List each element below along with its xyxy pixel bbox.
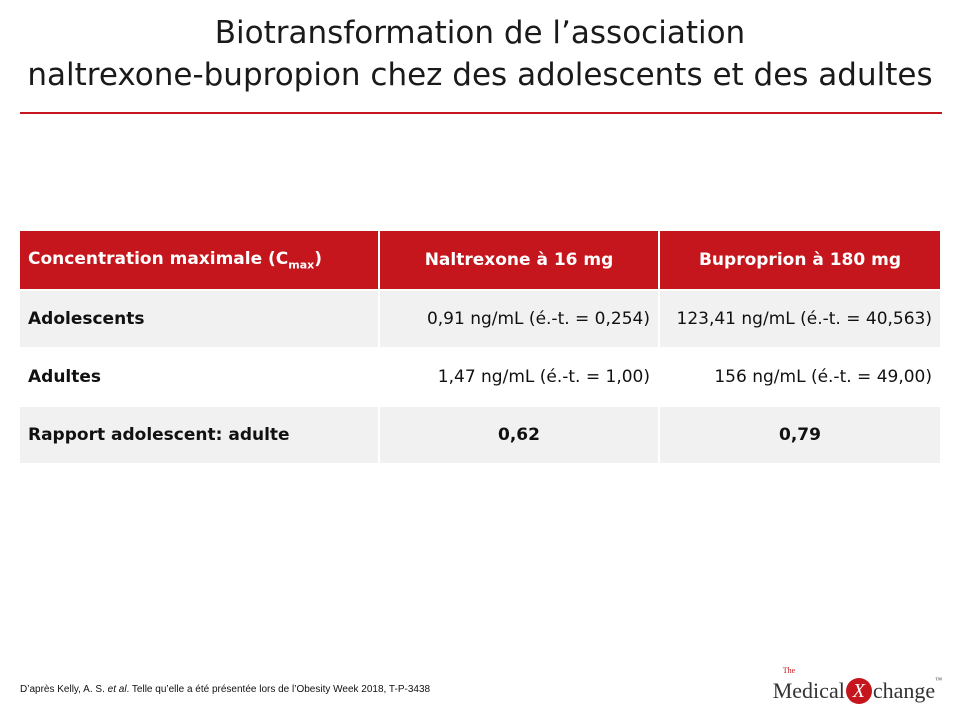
title-line-1: Biotransformation de l’association (214, 15, 746, 51)
header-naltrexone: Naltrexone à 16 mg (380, 231, 660, 289)
table-header-row (20, 231, 940, 289)
source-footnote: D’après Kelly, A. S. et al. Telle qu’elle a été présentée lors de l’Obesity Week 2018, T-P-3438 (20, 684, 431, 695)
cell-naltrexone: 1,47 ng/mL (é.-t. = 1,00) (380, 347, 660, 405)
table-row (20, 289, 940, 347)
table-row (20, 347, 940, 405)
row-label: Adultes (20, 347, 380, 405)
row-label: Adolescents (20, 289, 380, 347)
header-bupropion: Buproprion à 180 mg (660, 231, 940, 289)
cell-naltrexone: 0,91 ng/mL (é.-t. = 0,254) (380, 289, 660, 347)
row-label: Rapport adolescent: adulte (20, 405, 380, 463)
cell-bupropion: 0,79 (660, 405, 940, 463)
cell-naltrexone: 0,62 (380, 405, 660, 463)
title-line-2: naltrexone-bupropion chez des adolescents et des adultes (27, 57, 933, 93)
x-logo-icon: X (846, 678, 872, 704)
medical-xchange-logo: The Medical X change ™ (772, 666, 942, 703)
table-row (20, 405, 940, 463)
cell-bupropion: 123,41 ng/mL (é.-t. = 40,563) (660, 289, 940, 347)
cmax-table (20, 231, 940, 463)
header-cmax: Concentration maximale $(C_{max})$ (20, 231, 380, 289)
cell-bupropion: 156 ng/mL (é.-t. = 49,00) (660, 347, 940, 405)
slide-title (0, 12, 960, 96)
title-divider (20, 112, 942, 114)
